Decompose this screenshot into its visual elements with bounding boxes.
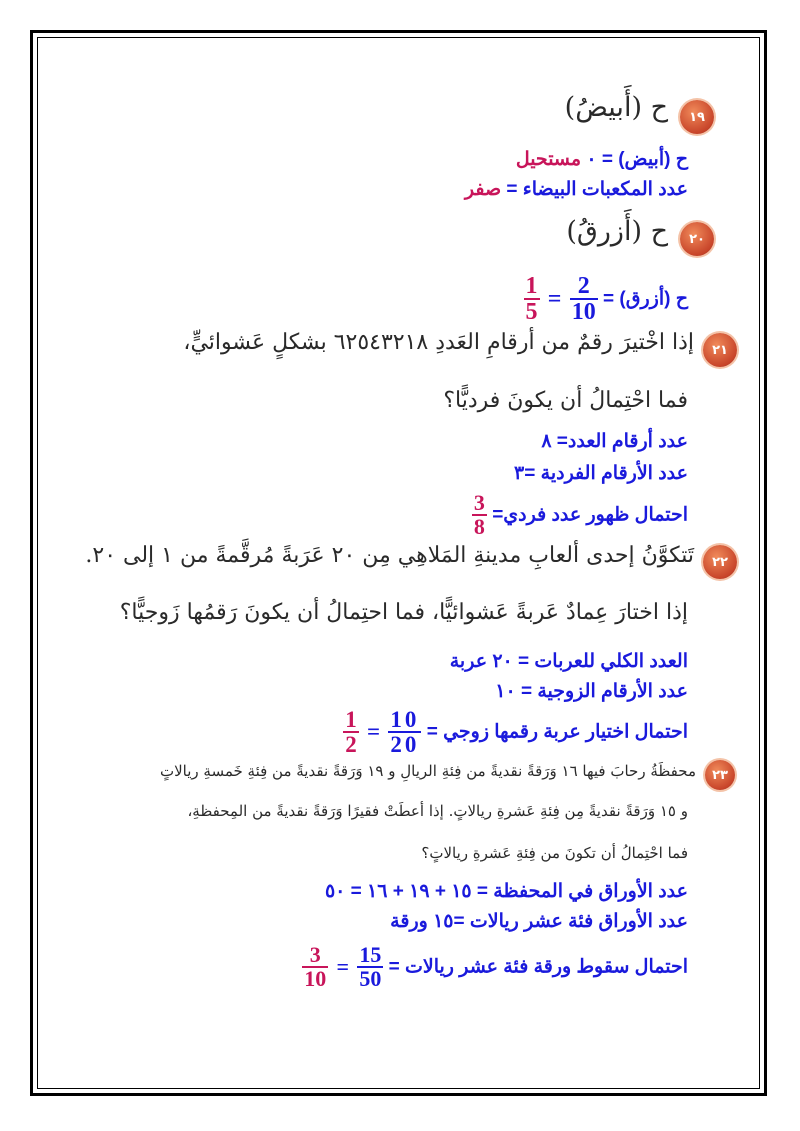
question-number: ٢٣ bbox=[712, 767, 728, 783]
answer-22-line-2: عدد الأرقام الزوجية = ١٠ bbox=[495, 681, 688, 702]
answer-23-line-1: عدد الأوراق في المحفظة = ١٥ + ١٩ + ١٦ = ٥٠ bbox=[324, 881, 688, 902]
answer-19-line-2 bbox=[465, 178, 688, 201]
numerator: 3 bbox=[302, 944, 328, 968]
question-23-line-3: فما احْتِمالُ أن تكونَ من فِئةِ عَشرةِ ريالاتٍ؟ bbox=[421, 844, 688, 862]
question-number-badge-21 bbox=[703, 333, 737, 367]
answer-22-line-3 bbox=[343, 708, 688, 756]
denominator: 8 bbox=[473, 514, 485, 539]
question-number: ٢١ bbox=[712, 342, 728, 358]
fraction-10-20 bbox=[388, 708, 421, 756]
answer-22-line-1: العدد الكلي للعربات = ٢٠ عربة bbox=[449, 651, 688, 672]
question-22-line-2: إذا اختارَ عِمادٌ عَربةً عَشوائيًّا، فما احتِمالُ أن يكونَ رَقمُها زَوجيًّا؟ bbox=[119, 600, 688, 625]
equals-sign: = bbox=[336, 954, 350, 979]
fraction-1-2 bbox=[343, 708, 359, 756]
answer-23-line-2: عدد الأوراق فئة عشر ريالات =١٥ ورقة bbox=[390, 911, 688, 932]
numerator: 3 bbox=[473, 490, 485, 515]
answer-label: ح (أبيض) = ٠ bbox=[581, 149, 688, 170]
answer-21-line-2: عدد الأرقام الفردية =٣ bbox=[514, 463, 688, 484]
fraction-3-8 bbox=[472, 492, 487, 538]
answer-21-line-1: عدد أرقام العدد= ٨ bbox=[541, 431, 688, 452]
denominator: 2 bbox=[345, 732, 357, 757]
answer-label: احتمال اختيار عربة رقمها زوجي = bbox=[426, 721, 688, 743]
answer-label: احتمال ظهور عدد فردي= bbox=[492, 504, 688, 526]
question-number: ٢٢ bbox=[712, 554, 728, 570]
denominator: 20 bbox=[390, 732, 420, 757]
answer-value: صفر bbox=[464, 179, 502, 200]
question-number: ٢٠ bbox=[689, 231, 705, 247]
answer-label: ح (أزرق) = bbox=[603, 288, 688, 310]
equals-sign: = bbox=[367, 719, 381, 744]
question-number-badge-19 bbox=[680, 100, 714, 134]
question-number: ١٩ bbox=[689, 109, 705, 125]
fraction-3-10 bbox=[302, 944, 328, 990]
numerator: 15 bbox=[359, 942, 382, 967]
fraction-15-50 bbox=[357, 944, 383, 990]
question-number-badge-23 bbox=[705, 760, 735, 790]
denominator: 10 bbox=[304, 966, 327, 991]
numerator: 10 bbox=[390, 707, 420, 732]
question-number-badge-20 bbox=[680, 222, 714, 256]
answer-20-line-1 bbox=[524, 274, 688, 324]
answer-label: عدد المكعبات البيضاء = bbox=[501, 179, 688, 200]
question-21-line-1: إذا اخْتيرَ رقمٌ من أرقامِ العَددِ ٦٢٥٤٣٢١٨ بشكلٍ عَشوائيٍّ، bbox=[183, 330, 694, 355]
question-23-line-1: محفظَةُ رحابَ فيها ١٦ وَرَقةً نقديةً من فِئةِ الريالِ و ١٩ وَرَقةً نقديةً من فِئةِ خَمسةِ ريالاتٍ bbox=[159, 762, 696, 780]
numerator: 1 bbox=[345, 707, 357, 732]
denominator: 5 bbox=[525, 299, 538, 325]
answer-21-line-3 bbox=[472, 492, 688, 538]
denominator: 10 bbox=[571, 299, 596, 325]
question-19-title: ح (أَبيضُ) bbox=[564, 92, 668, 123]
question-20-title: ح (أَزرقُ) bbox=[566, 216, 668, 247]
numerator: 2 bbox=[570, 274, 598, 300]
question-22-line-1: تَتكوَّنُ إحدى ألعابِ مدينةِ المَلاهِي مِن ٢٠ عَرَبةً مُرقَّمةً من ١ إلى ٢٠. bbox=[85, 543, 694, 568]
question-21-line-2: فما احْتِمالُ أن يكونَ فرديًّا؟ bbox=[443, 388, 688, 413]
fraction-2-10 bbox=[570, 274, 598, 324]
equals-sign: = bbox=[547, 285, 562, 312]
answer-19-line-1 bbox=[516, 148, 688, 171]
question-23-line-2: و ١٥ وَرَقةً نقديةً مِن فِئةِ عَشرةِ ريالاتٍ. إذا أعطَتْ فقيرًا وَرَقةً نقديةً من المِحفظةِ، bbox=[187, 802, 688, 820]
question-number-badge-22 bbox=[703, 545, 737, 579]
denominator: 50 bbox=[359, 966, 382, 991]
answer-label: احتمال سقوط ورقة فئة عشر ريالات = bbox=[388, 956, 688, 978]
fraction-1-5 bbox=[524, 274, 540, 324]
numerator: 1 bbox=[525, 273, 538, 299]
answer-value: مستحيل bbox=[515, 149, 582, 170]
answer-23-line-3 bbox=[302, 944, 688, 990]
